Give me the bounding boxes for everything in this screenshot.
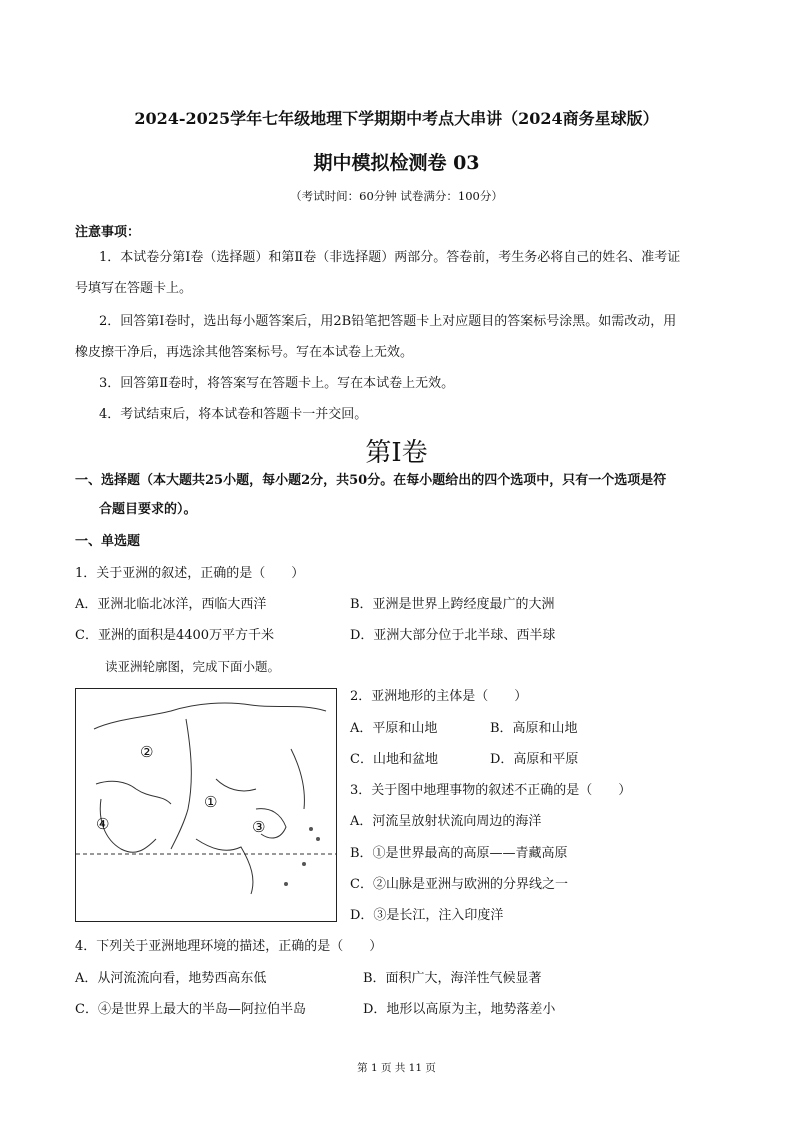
map-marker-3: ③	[252, 818, 266, 836]
section-heading-cont: 合题目要求的）。	[99, 502, 197, 517]
asia-map-drawing	[76, 689, 336, 921]
notice-line-2: 2．回答第Ⅰ卷时，选出每小题答案后，用2B铅笔把答题卡上对应题目的答案标号涂黑。如需改动，用	[99, 314, 677, 329]
map-intro: 读亚洲轮廓图，完成下面小题。	[105, 659, 281, 674]
exam-info: （考试时间：60分钟 试卷满分：100分）	[290, 189, 503, 203]
q3-option-a: A．河流呈放射状流向周边的海洋	[350, 814, 542, 829]
section-heading: 一、选择题（本大题共25小题，每小题2分，共50分。在每小题给出的四个选项中，只有一个选项是符	[75, 473, 667, 488]
exam-subtitle: 期中模拟检测卷 03	[313, 152, 480, 174]
q3-option-d: D．③是长江，注入印度洋	[350, 908, 504, 923]
map-marker-1: ①	[204, 793, 218, 811]
notice-line-1-cont: 号填写在答题卡上。	[75, 281, 193, 296]
notice-line-4: 4．考试结束后，将本试卷和答题卡一并交回。	[99, 407, 368, 422]
q1-option-c: C．亚洲的面积是4400万平方千米	[75, 628, 275, 643]
asia-outline-map	[75, 688, 337, 922]
page-footer: 第 1 页 共 11 页	[357, 1062, 436, 1074]
map-marker-2: ②	[140, 743, 154, 761]
q3-stem: 3．关于图中地理事物的叙述不正确的是（ ）	[350, 783, 632, 798]
notice-line-3: 3．回答第Ⅱ卷时，将答案写在答题卡上。写在本试卷上无效。	[99, 376, 455, 391]
q2-stem: 2．亚洲地形的主体是（ ）	[350, 689, 528, 704]
q4-option-c: C．④是世界上最大的半岛—阿拉伯半岛	[75, 1002, 306, 1017]
notice-heading: 注意事项：	[75, 225, 141, 240]
q3-option-c: C．②山脉是亚洲与欧洲的分界线之一	[350, 877, 568, 892]
q3-option-b: B．①是世界最高的高原——青藏高原	[350, 846, 568, 861]
q1-option-a: A．亚洲北临北冰洋，西临大西洋	[75, 597, 267, 612]
notice-line-1: 1．本试卷分第Ⅰ卷（选择题）和第Ⅱ卷（非选择题）两部分。答卷前，考生务必将自己的姓名、准考证	[99, 250, 681, 265]
q4-stem: 4．下列关于亚洲地理环境的描述，正确的是（ ）	[75, 939, 383, 954]
q4-option-b: B．面积广大，海洋性气候显著	[363, 971, 542, 986]
q1-option-b: B．亚洲是世界上跨经度最广的大洲	[350, 597, 555, 612]
q4-option-a: A．从河流流向看，地势西高东低	[75, 971, 267, 986]
q2-option-c: C．山地和盆地	[350, 752, 438, 767]
notice-line-2-cont: 橡皮擦干净后，再选涂其他答案标号。写在本试卷上无效。	[75, 345, 414, 360]
subsection-heading: 一、单选题	[75, 534, 141, 549]
document-title: 2024-2025学年七年级地理下学期期中考点大串讲（2024商务星球版）	[134, 109, 659, 128]
q1-option-d: D．亚洲大部分位于北半球、西半球	[350, 628, 556, 643]
q1-stem: 1．关于亚洲的叙述，正确的是（ ）	[75, 566, 305, 581]
volume-title: 第Ⅰ卷	[365, 438, 428, 468]
q2-option-b: B．高原和山地	[490, 721, 578, 736]
q4-option-d: D．地形以高原为主，地势落差小	[363, 1002, 556, 1017]
map-marker-4: ④	[96, 815, 110, 833]
q2-option-d: D．高原和平原	[490, 752, 579, 767]
q2-option-a: A．平原和山地	[350, 721, 438, 736]
